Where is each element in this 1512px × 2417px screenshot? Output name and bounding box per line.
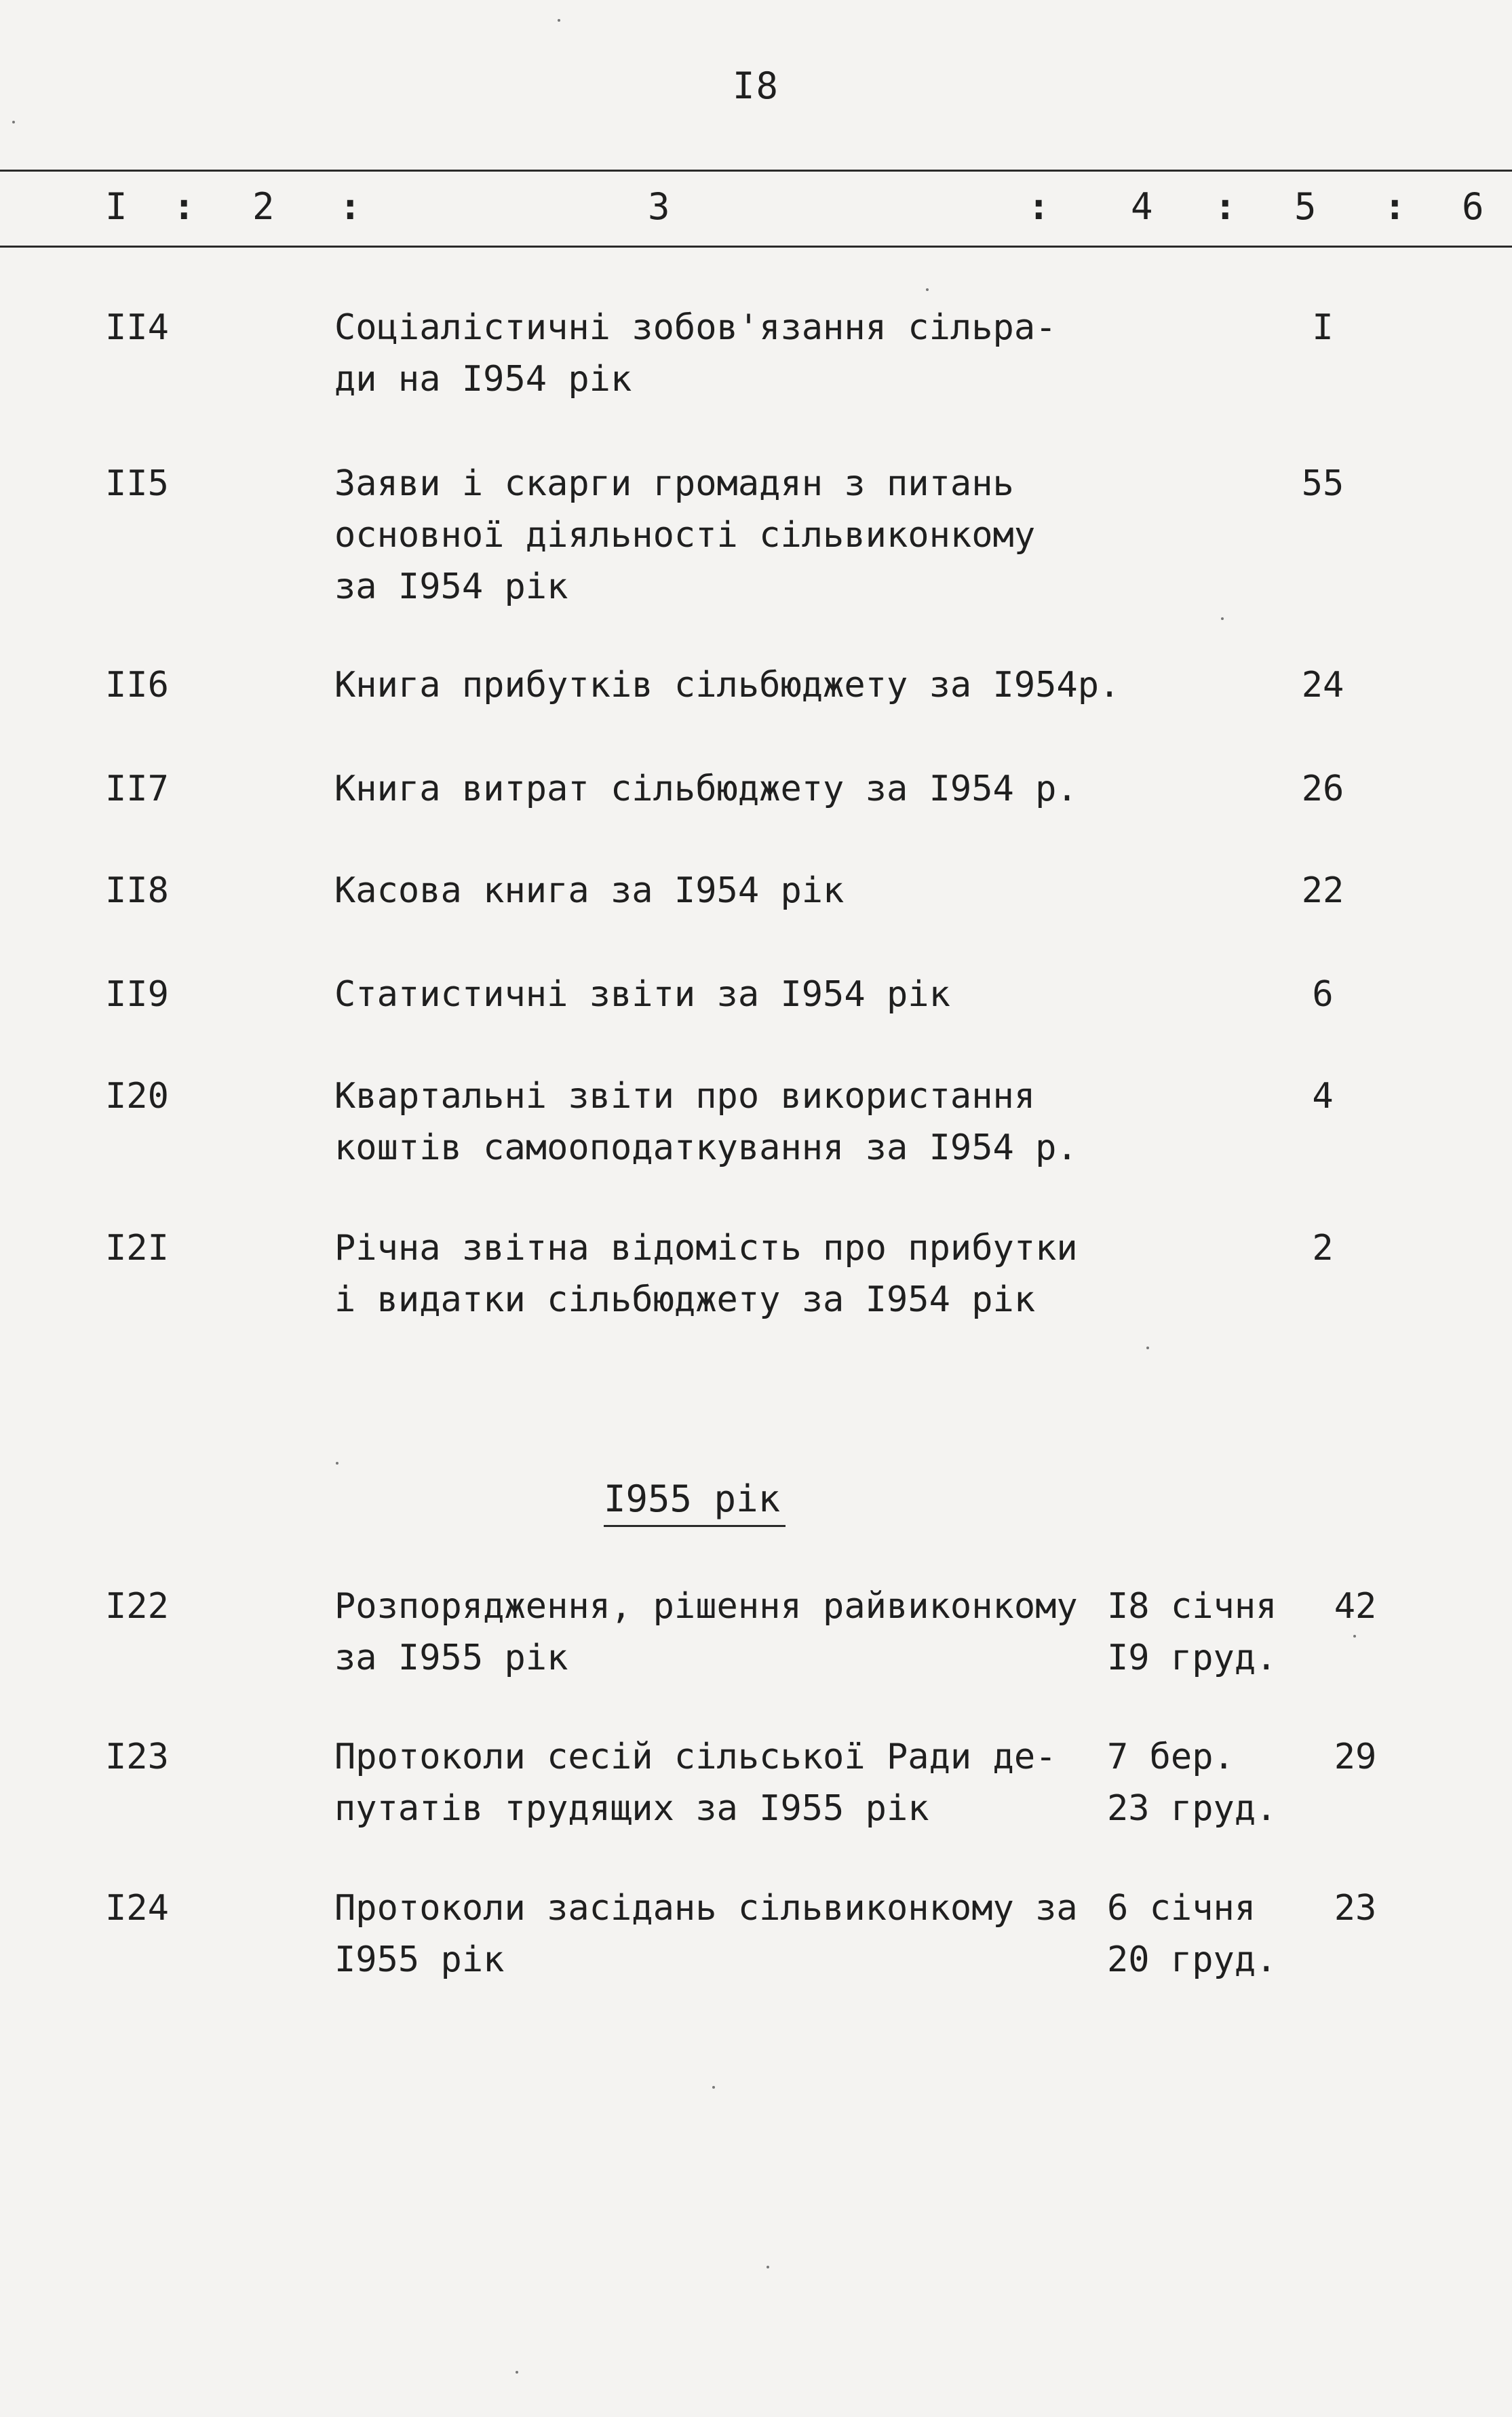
column-header-3: 3 <box>648 185 670 228</box>
scan-speck <box>767 2266 769 2268</box>
file-title-line: Розпорядження, рішення райвиконкому <box>334 1586 1078 1627</box>
end-date: 20 груд. <box>1107 1939 1277 1980</box>
column-header-5: 5 <box>1294 185 1317 228</box>
start-date: 6 січня <box>1107 1888 1256 1929</box>
file-number: II7 <box>105 769 169 809</box>
sheet-count: I <box>1312 307 1334 348</box>
column-header-1: I <box>105 185 128 228</box>
sheet-count: 2 <box>1312 1228 1334 1269</box>
sheet-count: 42 <box>1334 1586 1377 1627</box>
scan-speck <box>516 2371 518 2374</box>
end-date: I9 груд. <box>1107 1638 1277 1678</box>
column-separator: : <box>1214 185 1237 228</box>
sheet-count: 6 <box>1312 974 1334 1015</box>
file-title <box>334 969 950 1020</box>
file-title <box>334 1070 1078 1174</box>
sheet-count: 55 <box>1301 463 1344 504</box>
file-title-line: ди на I954 рік <box>334 359 632 400</box>
scan-speck <box>558 19 560 22</box>
sheet-count: 26 <box>1301 769 1344 809</box>
scan-speck <box>926 288 929 291</box>
file-title-line: I955 рік <box>334 1939 505 1980</box>
file-title <box>334 865 844 916</box>
file-dates <box>1107 1731 1277 1834</box>
sheet-count: 22 <box>1301 870 1344 911</box>
file-number: I24 <box>105 1888 169 1929</box>
header-rule-top <box>0 170 1512 172</box>
column-separator: : <box>173 185 195 228</box>
file-number: II4 <box>105 307 169 348</box>
column-separator: : <box>1028 185 1050 228</box>
file-number: I22 <box>105 1586 169 1627</box>
file-title-line: Протоколи сесій сільської Ради де- <box>334 1737 1057 1777</box>
file-number: I20 <box>105 1076 169 1117</box>
file-title-line: за I955 рік <box>334 1638 568 1678</box>
file-title-line: Заяви і скарги громадян з питань <box>334 463 1014 504</box>
file-title <box>334 1882 1078 1986</box>
file-title-line: за I954 рік <box>334 566 568 607</box>
file-title <box>334 1581 1078 1684</box>
file-title <box>334 458 1035 613</box>
file-dates <box>1107 1581 1277 1684</box>
column-separator: : <box>339 185 362 228</box>
file-number: II5 <box>105 463 169 504</box>
header-rule-bottom <box>0 246 1512 248</box>
file-title-line: Річна звітна відомість про прибутки <box>334 1228 1078 1269</box>
sheet-count: 29 <box>1334 1737 1377 1777</box>
file-number: II9 <box>105 974 169 1015</box>
scan-speck <box>1146 1347 1149 1349</box>
file-title-line: Квартальні звіти про використання <box>334 1076 1036 1117</box>
scan-speck <box>1353 1635 1356 1638</box>
file-title <box>334 659 1120 711</box>
file-title-line: Соціалістичні зобов'язання сільра- <box>334 307 1057 348</box>
file-number: I23 <box>105 1737 169 1777</box>
start-date: 7 бер. <box>1107 1737 1235 1777</box>
column-header-2: 2 <box>252 185 275 228</box>
file-title-line: Касова книга за I954 рік <box>334 870 845 911</box>
sheet-count: 4 <box>1312 1076 1334 1117</box>
file-number: II6 <box>105 665 169 705</box>
sheet-count: 23 <box>1334 1888 1377 1929</box>
file-title-line: Протоколи засідань сільвиконкому за <box>334 1888 1078 1929</box>
column-separator: : <box>1384 185 1406 228</box>
file-dates <box>1107 1882 1277 1986</box>
end-date: 23 груд. <box>1107 1788 1277 1829</box>
file-title <box>334 1222 1078 1326</box>
page-number: I8 <box>732 64 780 107</box>
file-title-line: коштів самооподаткування за I954 р. <box>334 1127 1078 1168</box>
section-heading-1955: I955 рік <box>604 1473 786 1527</box>
scan-speck <box>12 121 15 123</box>
file-title <box>334 1731 1056 1834</box>
column-header-4: 4 <box>1131 185 1153 228</box>
file-number: II8 <box>105 870 169 911</box>
file-title-line: Книга витрат сільбюджету за I954 р. <box>334 769 1078 809</box>
file-title-line: Статистичні звіти за I954 рік <box>334 974 950 1015</box>
file-title-line: основної діяльності сільвиконкому <box>334 515 1036 556</box>
scan-speck <box>712 2086 715 2089</box>
scan-speck <box>1221 617 1224 620</box>
file-title-line: Книга прибутків сільбюджету за I954р. <box>334 665 1121 705</box>
file-title-line: путатів трудящих за I955 рік <box>334 1788 929 1829</box>
sheet-count: 24 <box>1301 665 1344 705</box>
file-title <box>334 302 1056 405</box>
file-title-line: і видатки сільбюджету за I954 рік <box>334 1279 1036 1320</box>
start-date: I8 січня <box>1107 1586 1277 1627</box>
column-header-6: 6 <box>1462 185 1484 228</box>
file-title <box>334 763 1078 815</box>
scan-speck <box>336 1462 338 1465</box>
file-number: I2I <box>105 1228 169 1269</box>
